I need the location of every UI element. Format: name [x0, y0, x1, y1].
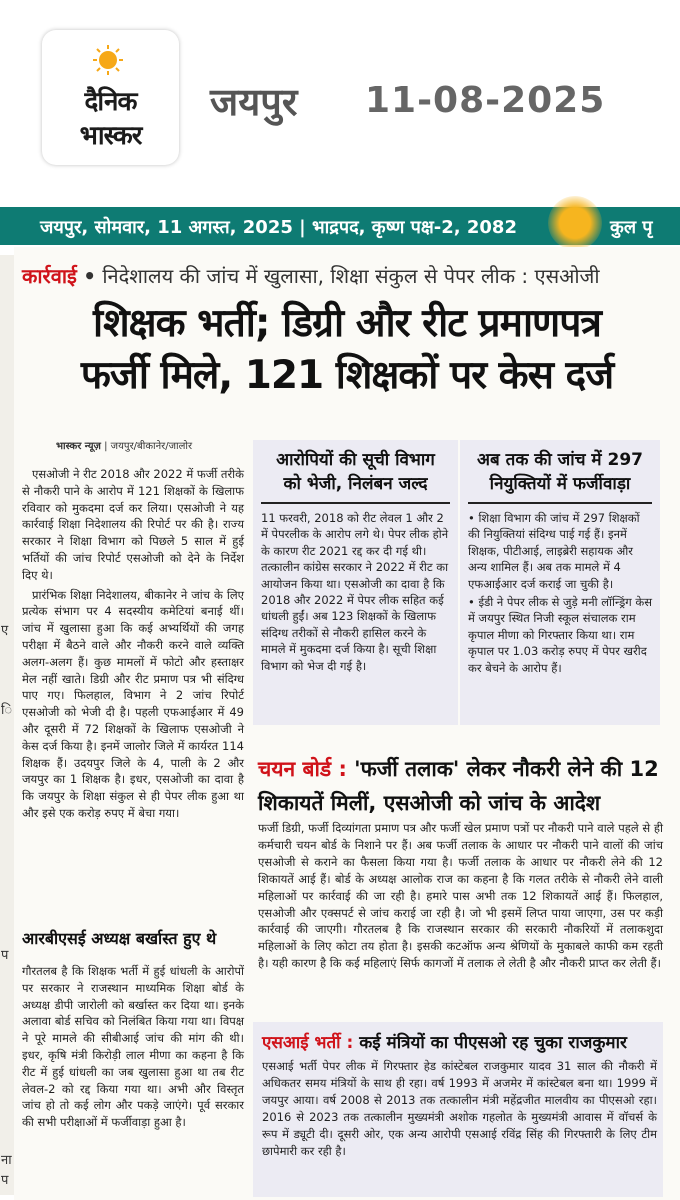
strip-fragment: प	[1, 948, 9, 963]
strip-fragment: ि	[1, 703, 13, 718]
article-paragraph: गौरतलब है कि शिक्षक भर्ती में हुई धांधली के आरोपों पर सरकार ने राजस्थान माध्यमिक शिक्षा बोर्ड के अध्यक्ष डीपी जारोली को बर्खास्त कर दिया था। इनके अलावा बोर्ड सचिव को निलंबित किया गया था। विपक्ष ने पूरे मामले की सीबीआई जांच की मांग की थी। इधर, कृषि मंत्री किरोड़ी लाल मीणा का कहना है कि रीट में हुई धांधली का जब खुलासा हुआ था तब रीट लेवल-2 को रद्द किया गया था। अभी और विस्तृत जांच हो तो कई लोग और पकड़े जाएंगे। पूर्व सरकार की सभी परीक्षाओं में फर्जीवाड़ा हुआ है।	[22, 964, 244, 1130]
logo-text-line1: दैनिक	[84, 87, 137, 117]
story-label: चयन बोर्ड :	[258, 757, 347, 781]
byline-source: भास्कर न्यूज़	[56, 441, 101, 452]
strip-fragment: ना	[1, 1153, 12, 1168]
story-si-recruitment-headline	[262, 1030, 662, 1053]
headline-line2: फर्जी मिले, 121 शिक्षकों पर केस दर्ज	[80, 353, 614, 398]
sun-logo-icon	[92, 44, 124, 76]
box-title-line2: को भेजी, निलंबन जल्द	[283, 474, 428, 494]
story-selection-board-body: फर्जी डिग्री, फर्जी दिव्यांगता प्रमाण पत्र और फर्जी खेल प्रमाण पत्रों पर नौकरी पाने वाले पहले से ही कर्मचारी चयन बोर्ड के निशाने पर हैं। अब फर्जी तलाक के आधार पर नौकरी पाने वालों की जांच एसओजी से कराने का फैसला किया गया है। फर्जी तलाक के आधार पर नौकरी लेने की 12 शिकायतें आई हैं। बोर्ड के अध्यक्ष आलोक राज का कहना है कि गलत तरीके से नौकरी लेने वाली महिलाओं पर कार्रवाई की जा रही है। हमारे पास अभी तक 12 शिकायतें आई हैं। फिलहाल, एसओजी और एक्सपर्ट से जांच कराई जा रही है। जो भी इसमें लिप्त पाया जाएगा, उस पर कड़ी कार्रवाई की जाएगी। गौरतलब है कि राजस्थान सरकार की सरकारी नौकरियों में तलाकशुदा महिलाओं के लिए कोटा तय होता है। इसकी कटऑफ अन्य श्रेणियों के मुकाबले काफी कम रहती है। यही कारण है कि कई महिलाएं सिर्फ कागजों में तलाक ले लेती है और नौकरी प्राप्त कर लेती हैं।	[258, 821, 663, 971]
kicker-text: निदेशालय की जांच में खुलासा, शिक्षा संकुल से पेपर लीक : एसओजी	[102, 264, 600, 288]
box-title	[460, 448, 660, 496]
logo-text-line2: भास्कर	[79, 121, 142, 151]
box-divider	[261, 502, 450, 504]
box-divider	[468, 502, 652, 504]
byline-places: | जयपुर/बीकानेर/जालोर	[104, 441, 193, 452]
dainik-bhaskar-logo[interactable]	[42, 30, 179, 165]
kicker-label: कार्रवाई	[22, 264, 77, 288]
story-si-recruitment-body: एसआई भर्ती पेपर लीक में गिरफ्तार हेड कांस्टेबल राजकुमार यादव 31 साल की नौकरी में अधिकतर समय मंत्रियों के साथ ही रहा। वर्ष 1993 में अजमेर में कांस्टेबल बना था। 1999 में जयपुर आया। वर्ष 2008 से 2013 तक तत्कालीन मंत्री महेंद्रजीत मालवीय का पीएसओ रहा। 2016 से 2023 तक तत्कालीन मुख्यमंत्री अशोक गहलोत के मुख्यमंत्री आवास में वॉचर्स के रूप में ड्यूटी दी। दूसरी ओर, एक अन्य आरोपी एसआई रविंद्र सिंह की गिरफ्तारी के लिए टीम छापेमारी कर रही है।	[262, 1059, 657, 1158]
main-article-column-continued	[22, 963, 244, 1131]
adjacent-column-strip	[0, 255, 14, 1195]
box-body	[468, 510, 654, 678]
byline	[56, 438, 192, 452]
dateline-text: जयपुर, सोमवार, 11 अगस्त, 2025 | भाद्रपद, कृष्ण पक्ष-2, 2082	[40, 217, 517, 238]
headline-line1: शिक्षक भर्ती; डिग्री और रीट प्रमाणपत्र	[93, 301, 601, 346]
box-title	[253, 448, 458, 496]
app-header	[0, 0, 680, 205]
box-bullet: • ईडी ने पेपर लीक से जुड़े मनी लॉन्ड्रिंग केस में जयपुर स्थित निजी स्कूल संचालक राम कृपाल मीणा को गिरफ्तार किया था। राम कृपाल पर 1.03 करोड़ रुपए में पेपर खरीद कर बेचने के आरोप हैं।	[468, 595, 653, 675]
page-count-text: कुल पृ	[610, 217, 653, 238]
article-paragraph: एसओजी ने रीट 2018 और 2022 में फर्जी तरीके से नौकरी पाने के आरोप में 121 शिक्षकों के खिलाफ रविवार को मुकदमा दर्ज कर लिया। एसओजी ने यह कार्रवाई शिक्षा निदेशालय की रिपोर्ट पर की है। राज्य सरकार ने शिक्षा विभाग को पिछले 5 साल में हुई भर्तियों की जांच रिपोर्ट एसओजी को देने के निर्देश दिए थे।	[22, 467, 244, 582]
box-title-line1: आरोपियों की सूची विभाग	[276, 450, 435, 470]
sidebar-box-297-appointments	[460, 440, 660, 725]
sun-decoration-icon	[548, 196, 602, 250]
box-title-line1: अब तक की जांच में 297	[477, 450, 643, 470]
main-article-column	[22, 466, 244, 825]
edition-city: जयपुर	[210, 80, 298, 124]
strip-fragment: प	[1, 1173, 9, 1188]
box-body: 11 फरवरी, 2018 को रीट लेवल 1 और 2 में पेपरलीक के आरोप लगे थे। पेपर लीक होने के कारण रीट 2021 रद्द कर दी गई थी। तत्कालीन कांग्रेस सरकार ने 2022 में रीट का आयोजन किया था। एसओजी का दावा है कि 2018 और 2022 में पेपर लीक सहित कई धांधली हुईं। अब 123 शिक्षकों के खिलाफ संदिग्ध तरीकों से नौकरी हासिल करने के मामले में मुकदमा दर्ज किया है। सूची शिक्षा विभाग को भेज दी गई है।	[261, 511, 449, 673]
article-subhead: आरबीएसई अध्यक्ष बर्खास्त हुए थे	[22, 929, 217, 948]
article-headline	[22, 298, 672, 402]
story-title: कई मंत्रियों का पीएसओ रह चुका राजकुमार	[359, 1033, 627, 1053]
article-paragraph: प्रारंभिक शिक्षा निदेशालय, बीकानेर ने जांच के लिए प्रत्येक संभाग पर 4 सदस्यीय कमेटियां बनाई थीं। जांच में खुलासा हुआ कि कई अभ्यर्थियों की जगह परीक्षा में बैठने वाले और नौकरी करने वाले व्यक्ति अलग-अलग हैं। कुछ मामलों में फोटो और हस्ताक्षर मेल नहीं खाते। डिग्री और रीट प्रमाण पत्र भी संदिग्ध पाए गए। फिलहाल, विभाग ने 2 जांच रिपोर्ट एसओजी को भेजी दी है। पहली एफआईआर में 49 और दूसरी में 72 शिक्षकों के खिलाफ एसओजी ने केस दर्ज किया है। इनमें जालोर जिले में कार्यरत 114 शिक्षक हैं। उदयपुर जिले के 4, पाली के 2 और जयपुर का 1 शिक्षक है। इधर, एसओजी का दावा है कि जयपुर के शिक्षा संकुल से ही पेपर लीक हुआ था और इसे एक करोड़ रुपए में बेचा गया।	[22, 587, 244, 820]
box-title-line2: नियुक्तियों में फर्जीवाड़ा	[489, 474, 631, 494]
story-label: एसआई भर्ती :	[262, 1033, 354, 1053]
sidebar-box-accused-list	[253, 440, 458, 725]
story-selection-board-headline	[258, 752, 663, 820]
box-bullet: • शिक्षा विभाग की जांच में 297 शिक्षकों की नियुक्तियां संदिग्ध पाई गई हैं। इनमें शिक्षक, पीटीआई, लाइब्रेरी सहायक और अन्य शामिल हैं। अब तक मामले में 4 एफआईआर दर्ज कराई जा चुकी है।	[468, 511, 640, 591]
edition-date: 11-08-2025	[365, 80, 606, 121]
article-kicker: कार्रवाई • निदेशालय की जांच में खुलासा, शिक्षा संकुल से पेपर लीक : एसओजी	[22, 264, 600, 288]
strip-fragment: ए	[1, 623, 9, 638]
story-title: 'फर्जी तलाक' लेकर नौकरी लेने की 12 शिकायतें मिलीं, एसओजी को जांच के आदेश	[258, 757, 659, 815]
